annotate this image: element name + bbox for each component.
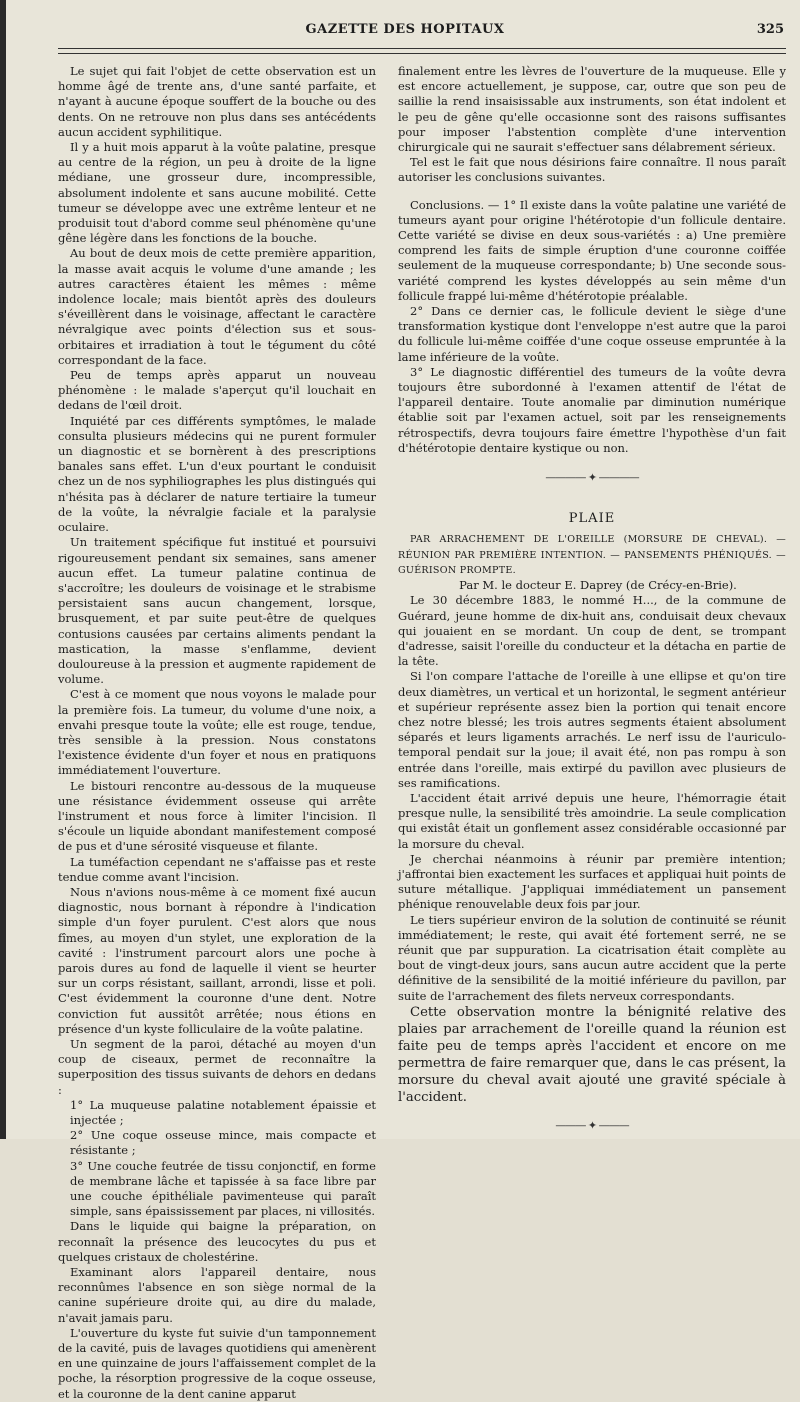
paragraph: finalement entre les lèvres de l'ouverture de la muqueuse. Elle y est encore actuellement, je suppose, car, outre que son peu de saillie la rend insaisissable aux instruments, son état indolent et le peu de gêne qu'elle occasionne sont des raisons suffisantes pour imposer l'abstention complète d'une intervention chirurgicale qui ne saurait s'effectuer sans délabrement sérieux. [398, 64, 786, 155]
paragraph: Le sujet qui fait l'objet de cette observation est un homme âgé de trente ans, d'une santé parfaite, et n'ayant à aucune époque souffert de la bouche ou des dents. On ne retrouve non plus dans ses antécédents aucun accident syphilitique. [58, 64, 376, 139]
paragraph: Le bistouri rencontre au-dessous de la muqueuse une résistance évidemment osseuse qui arrête l'instrument et nous force à limiter l'incision. Il s'écoule un liquide abondant manifestement composé de pus et d'une sérosité visqueuse et filante. [58, 778, 376, 854]
conclusions-paragraph: Conclusions. — 1° Il existe dans la voûte palatine une variété de tumeurs ayant pour origine l'hétérotopie d'un follicule dentaire. Cette variété se divise en deux sous-variétés : a) Une première comprend les faits de simple éruption d'une couronne coiffée seulement de la muqueuse correspondante; b) Une seconde sous-variété comprend les kystes développés au sein même d'un follicule frappé lui-même d'hétérotopie préalable. [398, 197, 786, 303]
conclusions-paragraph: 2° Dans ce dernier cas, le follicule devient le siège d'une transformation kystique dont l'enveloppe n'est autre que la paroi du follicule lui-même coiffée d'une coque osseuse empruntée à la lame inférieure de la voûte. [398, 304, 786, 364]
paragraph: Nous n'avions nous-même à ce moment fixé aucun diagnostic, nous bornant à répondre à l'indication simple d'un foyer purulent. C'est alors que nous fîmes, au moyen d'un stylet, une exploration de la cavité : l'instrument parcourt alors une poche à parois dures au fond de laquelle il vient se heurter sur un corps résistant, saillant, arrondi, lisse et poli. C'est évidemment la couronne d'une dent. Notre conviction fut aussitôt arrêtée; nous étions en présence d'un kyste folliculaire de la voûte palatine. [58, 884, 376, 1036]
scan-edge [0, 0, 6, 1139]
article-subtitle: PAR ARRACHEMENT DE L'OREILLE (MORSURE DE CHEVAL). — RÉUNION PAR PREMIÈRE INTENTION. — PANSEMENTS PHÉNIQUÉS. — GUÉRISON PROMPTE. [398, 534, 786, 576]
paragraph: Je cherchai néanmoins à réunir par première intention; j'affrontai bien exactement les surfaces et appliquai huit points de suture métallique. J'appliquai immédiatement un pansement phénique renouvelable deux fois par jour. [398, 851, 786, 912]
paragraph: Tel est le fait que nous désirions faire connaître. Il nous paraît autoriser les conclusions suivantes. [398, 155, 786, 185]
page-header [20, 22, 790, 44]
journal-title: GAZETTE DES HOPITAUX [305, 22, 505, 37]
paragraph: Le tiers supérieur environ de la solution de continuité se réunit immédiatement; le reste, qui avait été fortement serré, ne se réunit que par suppuration. La cicatrisation était complète au bout de vingt-deux jours, sans aucun autre accident que la perte définitive de la sensibilité de la moitié inférieure du pavillon, par suite de l'arrachement des filets nerveux correspondants. [398, 912, 786, 1003]
paragraph: L'ouverture du kyste fut suivie d'un tamponnement de la cavité, puis de lavages quotidiens qui amenèrent en une quinzaine de jours l'affaissement complet de la poche, la résorption progressive de la coque osseuse, et la couronne de la dent canine apparut [58, 1325, 376, 1401]
paragraph: Peu de temps après apparut un nouveau phénomène : le malade s'aperçut qu'il louchait en dedans de l'œil droit. [58, 368, 376, 413]
paragraph: Dans le liquide qui baigne la préparation, on reconnaît la présence des leucocytes du pus et quelques cristaux de cholestérine. [58, 1219, 376, 1264]
page-number: 325 [756, 22, 784, 37]
paragraph: Inquiété par ces différents symptômes, le malade consulta plusieurs médecins qui ne purent formuler un diagnostic et se bornèrent à des prescriptions banales sans effet. L'un d'eux pourtant le conduisit chez un de nos syphiliographes les plus distingués qui n'hésita pas à déclarer de nature tertiaire la tumeur de la voûte, la névralgie faciale et la paralysie oculaire. [58, 413, 376, 535]
list-item: 3° Une couche feutrée de tissu conjonctif, en forme de membrane lâche et tapissée à sa face libre par une couche épithéliale pavimenteuse qui paraît simple, sans épaississement par places, ni villosités. [70, 1158, 376, 1219]
paragraph: L'accident était arrivé depuis une heure, l'hémorragie était presque nulle, la sensibilité très amoindrie. La seule complication qui existât était un gonflement assez considérable occasionné par la morsure du cheval. [398, 790, 786, 851]
left-column [58, 64, 376, 1402]
list-item: 1° La muqueuse palatine notablement épaissie et injectée ; [70, 1097, 376, 1128]
right-column [398, 64, 786, 1159]
article-byline: Par M. le docteur E. Daprey (de Crécy-en-Brie). [459, 578, 737, 593]
list-item: 2° Une coque osseuse mince, mais compacte et résistante ; [70, 1128, 376, 1158]
end-separator: ——— ✦ ——— [555, 1118, 629, 1132]
paragraph: Si l'on compare l'attache de l'oreille à une ellipse et qu'on tire deux diamètres, un vertical et un horizontal, le segment antérieur et supérieur représente assez bien la portion qui tenait encore chez notre blessé; les trois autres segments étaient absolument séparés et leurs ligaments arrachés. Le nerf issu de l'auriculo-temporal pendait sur la joue; il avait été, non pas rompu à son entrée dans l'oreille, mais extirpé du pavillon avec plusieurs de ses ramifications. [398, 669, 786, 790]
header-rule-thin [58, 53, 786, 54]
header-rule [58, 48, 786, 49]
paragraph: Le 30 décembre 1883, le nommé H..., de la commune de Guérard, jeune homme de dix-huit ans, conduisait deux chevaux qui jouaient en se mordant. Un coup de dent, se trompant d'adresse, saisit l'oreille du conducteur et la détacha en partie de la tête. [398, 593, 786, 669]
paragraph: Au bout de deux mois de cette première apparition, la masse avait acquis le volume d'une amande ; les autres caractères étaient les mêmes : même indolence locale; mais bientôt après des douleurs s'éveillèrent dans le voisinage, affectant le caractère névralgique avec points d'élection sus et sous-orbitaires et irradiation à tout le tégument du côté correspondant de la face. [58, 246, 376, 367]
section-separator: ———— ✦ ———— [545, 471, 639, 485]
paragraph: C'est à ce moment que nous voyons le malade pour la première fois. La tumeur, du volume d'une noix, a envahi presque toute la voûte; elle est rouge, tendue, très sensible à la pression. Nous constatons l'existence évidente d'un foyer et nous en pratiquons immédiatement l'ouverture. [58, 687, 376, 778]
paragraph: Un segment de la paroi, détaché au moyen d'un coup de ciseaux, permet de reconnaître la superposition des tissus suivants de dehors en dedans : [58, 1037, 376, 1097]
paragraph: Examinant alors l'appareil dentaire, nous reconnûmes l'absence en son siège normal de la canine supérieure droite qui, au dire du malade, n'avait jamais paru. [58, 1265, 376, 1325]
paragraph: Un traitement spécifique fut institué et poursuivi rigoureusement pendant six semaines, sans amener aucun effet. La tumeur palatine continua de s'accroître; les douleurs de voisinage et le strabisme persistaient sans aucun changement, lorsque, brusquement, et par suite peut-être de quelques contusions causées par certains aliments pendant la mastication, la masse s'enflamme, devient douloureuse à la pression et augmente rapidement de volume. [58, 535, 376, 687]
conclusions-paragraph: 3° Le diagnostic différentiel des tumeurs de la voûte devra toujours être subordonné à l'examen attentif de l'état de l'appareil dentaire. Toute anomalie par diminution numérique établie soit par l'examen actuel, soit par les renseignements rétrospectifs, devra toujours faire émettre l'hypothèse d'un fait d'hétérotopie dentaire kystique ou non. [398, 364, 786, 455]
paragraph: Il y a huit mois apparut à la voûte palatine, presque au centre de la région, un peu à droite de la ligne médiane, une grosseur dure, incompressible, absolument indolente et sans aucune mobilité. Cette tumeur se développe avec une extrême lenteur et ne produisit tout d'abord comme seul phénomène qu'une gêne légère dans les fonctions de la bouche. [58, 140, 376, 246]
closing-paragraph: Cette observation montre la bénignité relative des plaies par arrachement de l'oreille quand la réunion est faite peu de temps après l'accident et encore on me permettra de faire remarquer que, dans le cas présent, la morsure du cheval avait ajouté une gravité spéciale à l'accident. [398, 1004, 786, 1105]
article-title: PLAIE [568, 511, 616, 527]
paragraph: La tuméfaction cependant ne s'affaisse pas et reste tendue comme avant l'incision. [58, 854, 376, 884]
